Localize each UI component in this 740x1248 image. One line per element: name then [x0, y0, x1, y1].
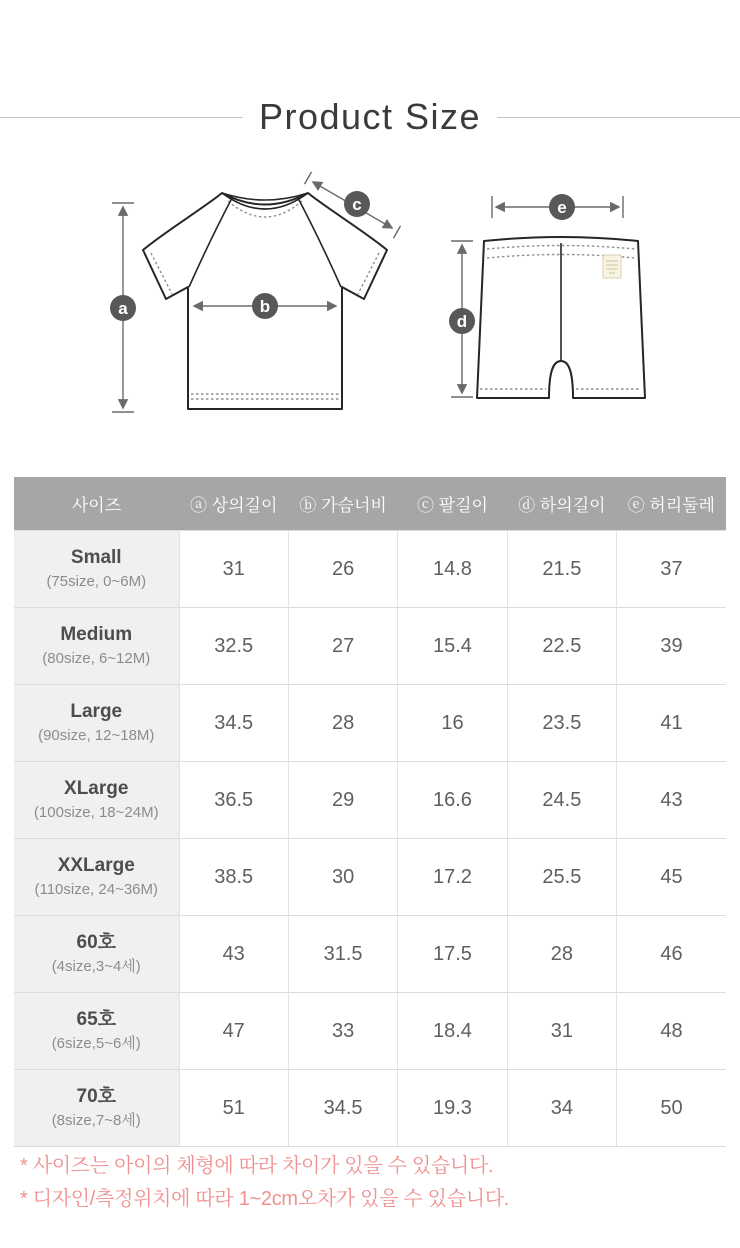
size-value-cell: 34	[507, 1070, 616, 1147]
size-name: Small	[70, 547, 122, 568]
size-notes	[20, 1150, 509, 1216]
size-value-cell: 21.5	[507, 531, 616, 608]
size-label-cell	[14, 839, 179, 916]
size-value-cell: 31	[179, 531, 288, 608]
size-name: XXLarge	[57, 855, 135, 876]
note-measure-tolerance: * 디자인/측정위치에 따라 1~2cm오차가 있을 수 있습니다.	[20, 1188, 510, 1210]
size-value-cell: 33	[288, 993, 397, 1070]
size-detail: (90size, 12~18M)	[38, 727, 155, 744]
size-value-cell: 31	[507, 993, 616, 1070]
size-label-cell	[14, 993, 179, 1070]
table-row	[14, 685, 726, 762]
column-header-size: 사이즈	[14, 477, 179, 531]
size-value-cell: 18.4	[398, 993, 507, 1070]
size-label-cell	[14, 608, 179, 685]
size-detail: (100size, 18~24M)	[33, 804, 159, 821]
measure-badge-c	[344, 191, 370, 217]
size-value-cell: 23.5	[507, 685, 616, 762]
size-value-cell: 14.8	[398, 531, 507, 608]
size-value-cell: 16	[398, 685, 507, 762]
svg-text:e: e	[557, 198, 567, 217]
size-table	[14, 477, 726, 1147]
size-label-cell	[14, 685, 179, 762]
size-detail: (110size, 24~36M)	[34, 881, 159, 898]
table-row	[14, 762, 726, 839]
header-row	[14, 477, 726, 531]
size-label-cell	[14, 1070, 179, 1147]
size-value-cell: 25.5	[507, 839, 616, 916]
svg-text:a: a	[118, 299, 128, 318]
size-value-cell: 34.5	[179, 685, 288, 762]
title-rule-left	[0, 117, 243, 118]
size-value-cell: 41	[617, 685, 726, 762]
size-detail: (8size,7~8세)	[51, 1112, 141, 1129]
size-label-cell	[14, 916, 179, 993]
size-value-cell: 48	[617, 993, 726, 1070]
measure-badge-d	[449, 308, 475, 334]
size-value-cell: 32.5	[179, 608, 288, 685]
table-row	[14, 1070, 726, 1147]
size-value-cell: 28	[507, 916, 616, 993]
size-value-cell: 51	[179, 1070, 288, 1147]
size-value-cell: 45	[617, 839, 726, 916]
size-value-cell: 47	[179, 993, 288, 1070]
size-name: Large	[70, 701, 123, 722]
title-row	[0, 96, 740, 138]
size-name: 60호	[76, 932, 116, 953]
svg-text:b: b	[259, 297, 271, 316]
size-value-cell: 50	[617, 1070, 726, 1147]
table-row	[14, 993, 726, 1070]
size-value-cell: 22.5	[507, 608, 616, 685]
column-header-bottom-length: ⓓ 하의길이	[507, 477, 616, 531]
size-name: Medium	[60, 624, 133, 645]
size-value-cell: 17.2	[398, 839, 507, 916]
page-title: Product Size	[258, 96, 482, 137]
note-body-shape: * 사이즈는 아이의 체형에 따라 차이가 있을 수 있습니다.	[20, 1155, 494, 1177]
column-header-waist: ⓔ 허리둘레	[617, 477, 726, 531]
column-header-chest-width: ⓑ 가슴너비	[288, 477, 397, 531]
size-value-cell: 27	[288, 608, 397, 685]
size-value-cell: 26	[288, 531, 397, 608]
size-value-cell: 19.3	[398, 1070, 507, 1147]
size-value-cell: 43	[179, 916, 288, 993]
measurement-diagram	[0, 150, 740, 480]
size-detail: (80size, 6~12M)	[42, 650, 151, 667]
shorts-line-drawing	[477, 237, 645, 398]
svg-text:c: c	[352, 195, 362, 214]
care-label-tag	[603, 255, 621, 278]
size-label-cell	[14, 531, 179, 608]
column-header-arm-length: ⓒ 팔길이	[398, 477, 507, 531]
svg-text:d: d	[456, 312, 468, 331]
size-value-cell: 46	[617, 916, 726, 993]
size-value-cell: 37	[617, 531, 726, 608]
size-value-cell: 15.4	[398, 608, 507, 685]
measure-badge-a	[110, 295, 136, 321]
size-value-cell: 36.5	[179, 762, 288, 839]
table-row	[14, 839, 726, 916]
size-value-cell: 43	[617, 762, 726, 839]
size-name: XLarge	[64, 778, 129, 799]
size-value-cell: 30	[288, 839, 397, 916]
size-value-cell: 34.5	[288, 1070, 397, 1147]
size-label-cell	[14, 762, 179, 839]
size-value-cell: 16.6	[398, 762, 507, 839]
column-header-top-length: ⓐ 상의길이	[179, 477, 288, 531]
size-name: 65호	[76, 1009, 116, 1030]
size-value-cell: 17.5	[398, 916, 507, 993]
size-value-cell: 29	[288, 762, 397, 839]
size-value-cell: 39	[617, 608, 726, 685]
table-row	[14, 531, 726, 608]
size-value-cell: 24.5	[507, 762, 616, 839]
size-value-cell: 28	[288, 685, 397, 762]
size-name: 70호	[76, 1086, 116, 1107]
size-value-cell: 31.5	[288, 916, 397, 993]
measure-badge-b	[252, 293, 278, 319]
size-detail: (75size, 0~6M)	[46, 573, 147, 590]
table-row	[14, 608, 726, 685]
size-detail: (4size,3~4세)	[51, 958, 141, 975]
table-row	[14, 916, 726, 993]
size-value-cell: 38.5	[179, 839, 288, 916]
size-detail: (6size,5~6세)	[51, 1035, 141, 1052]
measure-badge-e	[549, 194, 575, 220]
title-rule-right	[497, 117, 740, 118]
